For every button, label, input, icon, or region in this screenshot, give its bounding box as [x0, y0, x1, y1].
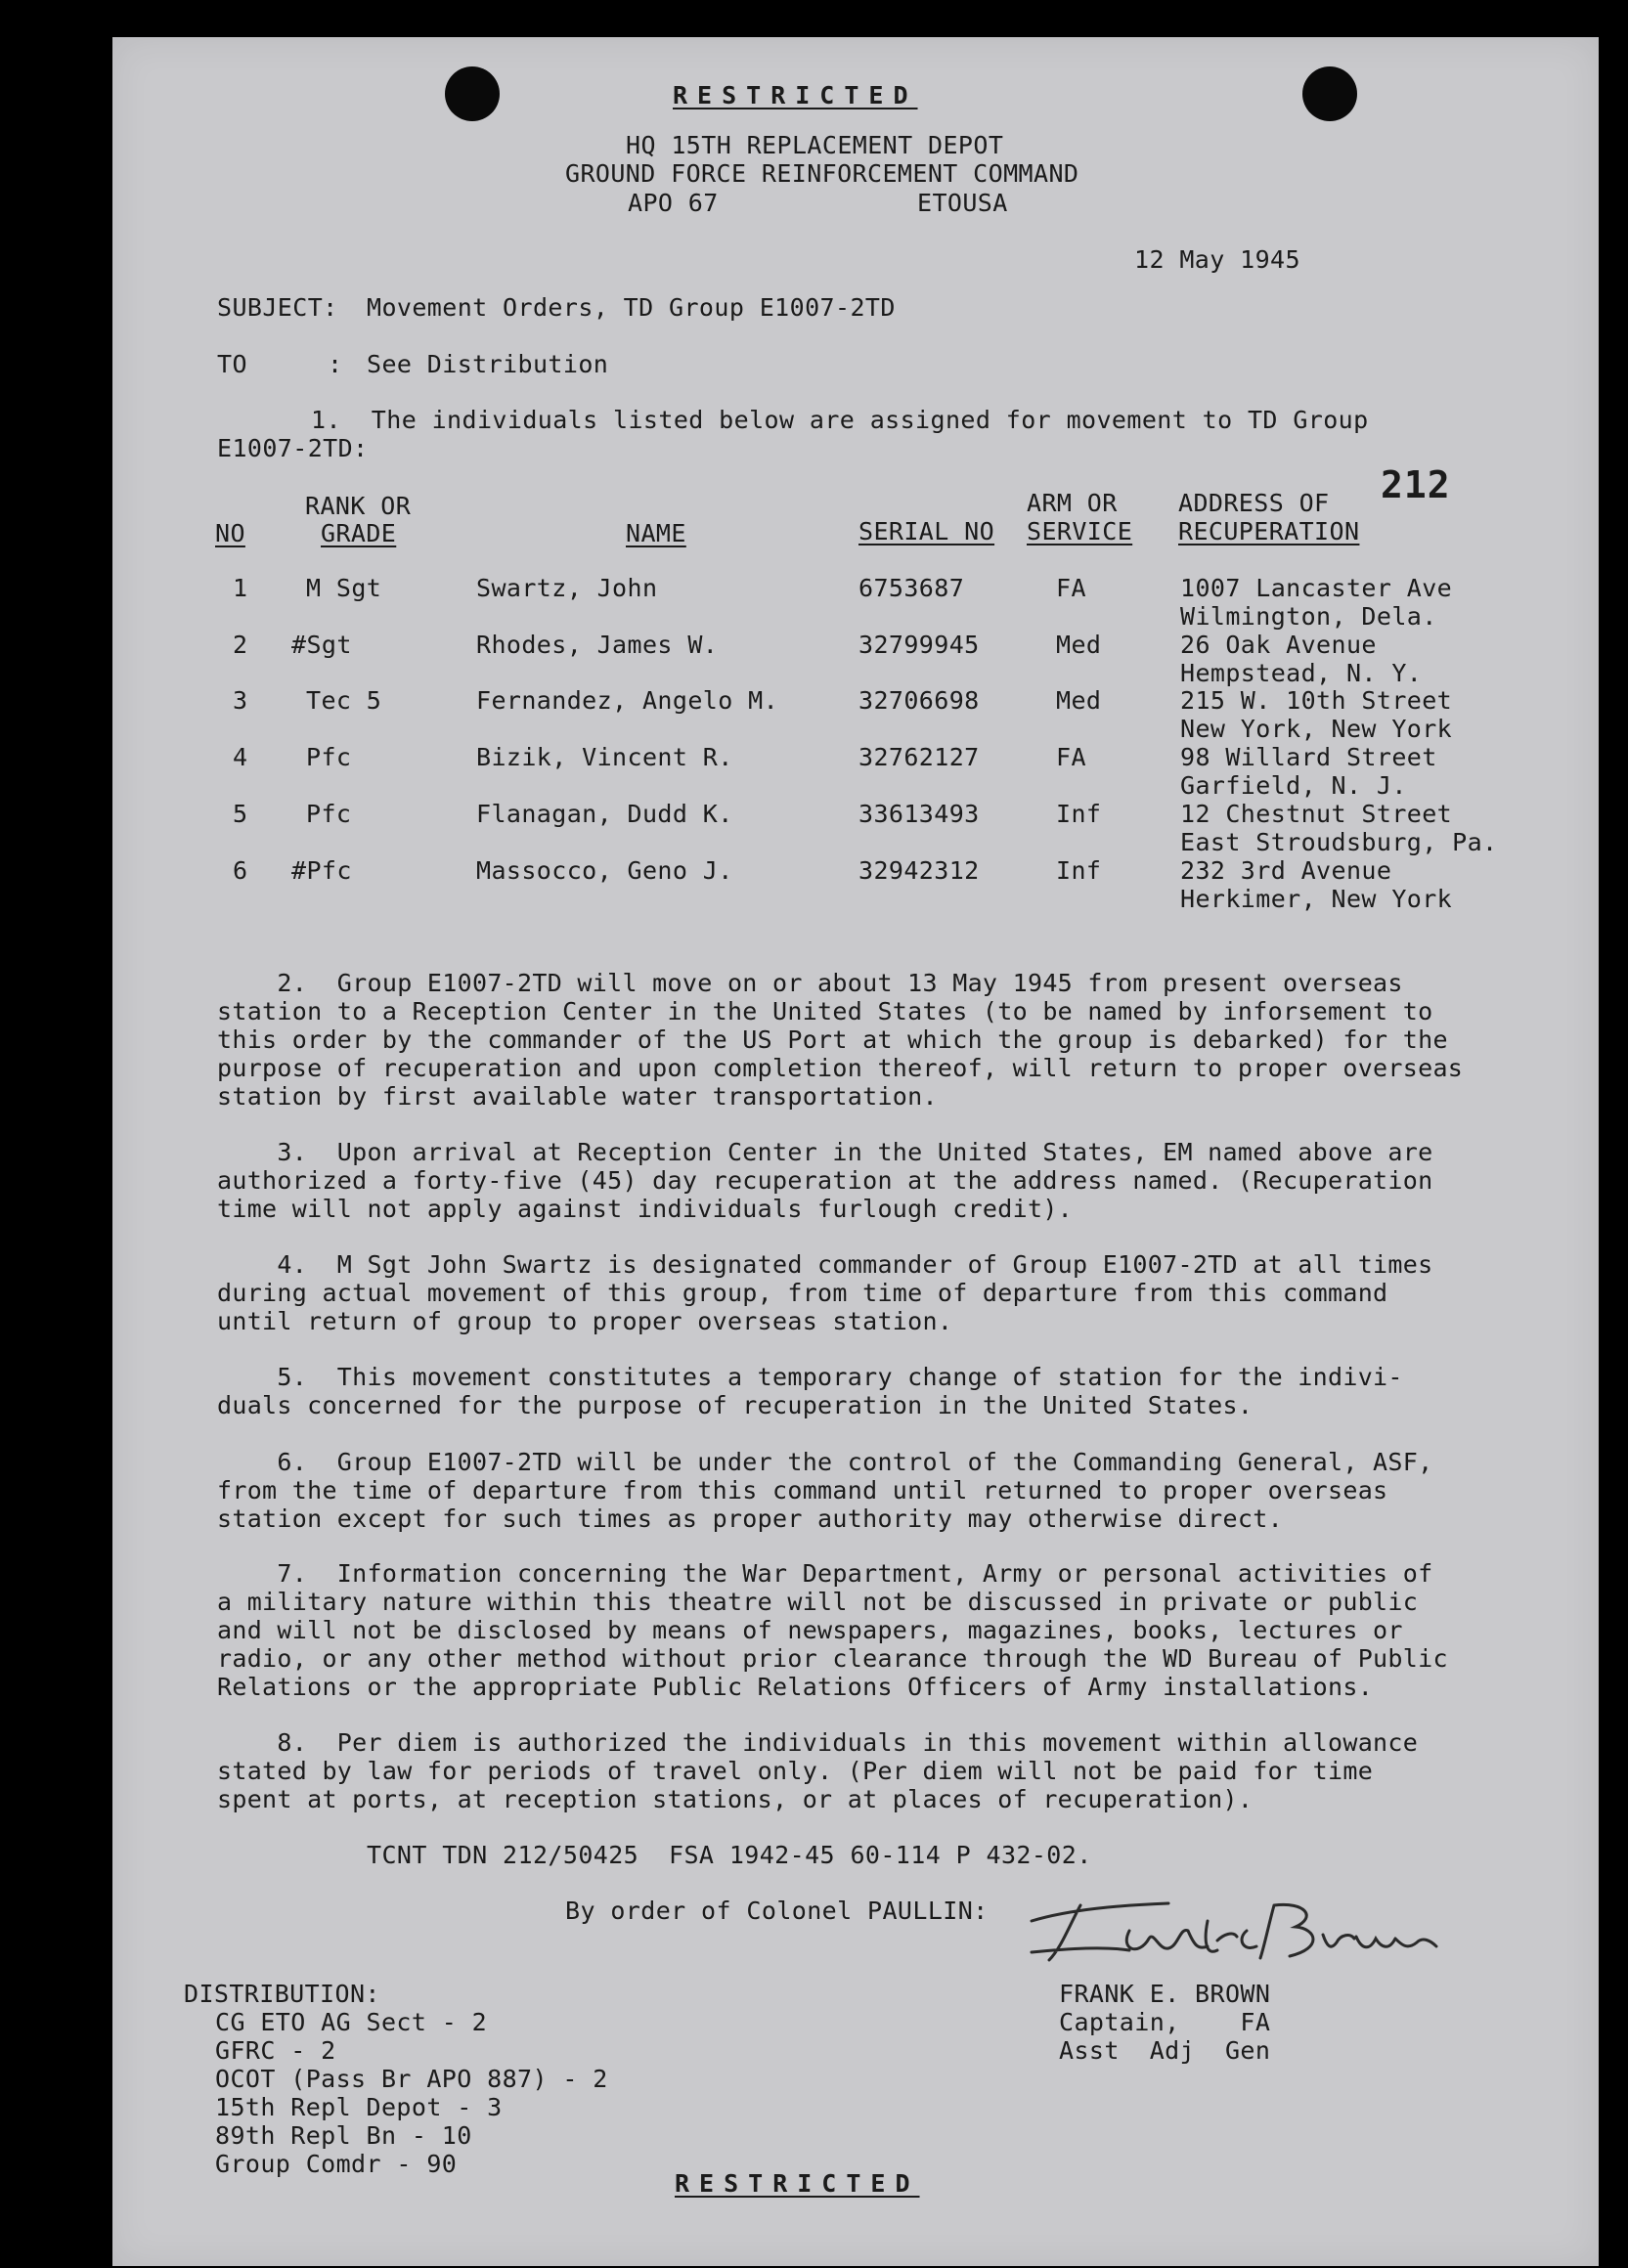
- paragraph-line: spent at ports, at reception stations, or at places of recuperation).: [217, 1785, 1254, 1813]
- signer-rank: Captain, FA: [1059, 2008, 1271, 2036]
- row-addr1: 215 W. 10th Street: [1180, 686, 1453, 715]
- header-line-1: HQ 15TH REPLACEMENT DEPOT: [626, 131, 1004, 159]
- para1-line2: E1007-2TD:: [217, 434, 369, 462]
- to-value: See Distribution: [367, 350, 609, 378]
- tcnt-line: TCNT TDN 212/50425 FSA 1942-45 60-114 P 432-02.: [367, 1841, 1092, 1869]
- row-arm: Med: [1056, 686, 1102, 715]
- page-number: 212: [1381, 463, 1451, 506]
- header-arm-bottom: SERVICE: [1027, 517, 1133, 545]
- row-rank: Tec 5: [306, 686, 382, 715]
- paragraph-line: stated by law for periods of travel only. (Per diem will not be paid for time: [217, 1757, 1374, 1785]
- row-name: Swartz, John: [476, 574, 658, 602]
- paragraph-line: radio, or any other method without prior clearance through the WD Bureau of Public: [217, 1644, 1448, 1673]
- row-no: 5: [233, 800, 248, 828]
- paragraph-line: purpose of recuperation and upon completion thereof, will return to proper overseas: [217, 1054, 1464, 1082]
- to-colon: :: [328, 350, 343, 378]
- row-addr1: 12 Chestnut Street: [1180, 800, 1453, 828]
- header-rank-top: RANK OR: [305, 492, 412, 520]
- paragraph-line: 7. Information concerning the War Department, Army or personal activities of: [217, 1559, 1433, 1588]
- row-addr2: Garfield, N. J.: [1180, 771, 1407, 800]
- distribution-item: CG ETO AG Sect - 2: [215, 2008, 488, 2036]
- row-addr1: 232 3rd Avenue: [1180, 856, 1392, 885]
- row-rank: Pfc: [306, 743, 352, 771]
- signer-name: FRANK E. BROWN: [1059, 1980, 1271, 2008]
- document-date: 12 May 1945: [1134, 245, 1300, 274]
- paragraph-line: a military nature within this theatre will not be discussed in private or public: [217, 1588, 1419, 1616]
- paragraph-line: Relations or the appropriate Public Relations Officers of Army installations.: [217, 1673, 1374, 1701]
- row-addr1: 98 Willard Street: [1180, 743, 1437, 771]
- paragraph-line: until return of group to proper overseas station.: [217, 1307, 953, 1335]
- row-no: 3: [233, 686, 248, 715]
- header-line-2: GROUND FORCE REINFORCEMENT COMMAND: [565, 159, 1079, 188]
- paragraph-6: [217, 1448, 1508, 1533]
- paragraph-line: during actual movement of this group, from time of departure from this command: [217, 1279, 1388, 1307]
- header-addr-bottom: RECUPERATION: [1178, 517, 1360, 545]
- header-serial: SERIAL NO: [858, 517, 995, 545]
- paragraph-line: 4. M Sgt John Swartz is designated commander of Group E1007-2TD at all times: [217, 1250, 1433, 1279]
- paragraph-5: [217, 1363, 1508, 1419]
- paragraph-line: 2. Group E1007-2TD will move on or about 13 May 1945 from present overseas: [217, 969, 1403, 997]
- subject-label: SUBJECT:: [217, 293, 338, 322]
- row-no: 1: [233, 574, 248, 602]
- paragraph-line: from the time of departure from this command until returned to proper overseas: [217, 1476, 1388, 1505]
- row-addr1: 1007 Lancaster Ave: [1180, 574, 1453, 602]
- row-arm: FA: [1056, 743, 1086, 771]
- paragraph-line: duals concerned for the purpose of recuperation in the United States.: [217, 1391, 1254, 1419]
- paragraph-line: station by first available water transportation.: [217, 1082, 938, 1111]
- row-name: Bizik, Vincent R.: [476, 743, 733, 771]
- row-serial: 32762127: [858, 743, 980, 771]
- row-arm: Inf: [1056, 856, 1102, 885]
- paragraph-8: [217, 1728, 1508, 1813]
- row-arm: Inf: [1056, 800, 1102, 828]
- row-addr2: Herkimer, New York: [1180, 885, 1453, 913]
- distribution-item: 15th Repl Depot - 3: [215, 2093, 503, 2121]
- distribution-label: DISTRIBUTION:: [184, 1980, 380, 2008]
- paragraph-line: this order by the commander of the US Port at which the group is debarked) for the: [217, 1025, 1448, 1054]
- paragraph-line: authorized a forty-five (45) day recuperation at the address named. (Recuperation: [217, 1166, 1433, 1195]
- paragraph-line: 3. Upon arrival at Reception Center in the United States, EM named above are: [217, 1138, 1433, 1166]
- paragraph-line: 5. This movement constitutes a temporary change of station for the indivi-: [217, 1363, 1403, 1391]
- row-serial: 32706698: [858, 686, 980, 715]
- row-arm: Med: [1056, 631, 1102, 659]
- row-rank: #Sgt: [291, 631, 352, 659]
- row-name: Fernandez, Angelo M.: [476, 686, 779, 715]
- header-addr-top: ADDRESS OF: [1178, 489, 1330, 517]
- paragraph-line: time will not apply against individuals furlough credit).: [217, 1195, 1074, 1223]
- row-addr2: East Stroudsburg, Pa.: [1180, 828, 1498, 856]
- para1-line1: 1. The individuals listed below are assigned for movement to TD Group: [311, 406, 1369, 434]
- restricted-bottom: RESTRICTED: [675, 2169, 920, 2198]
- by-order-line: By order of Colonel PAULLIN:: [565, 1897, 989, 1925]
- paragraph-line: station except for such times as proper authority may otherwise direct.: [217, 1505, 1283, 1533]
- row-serial: 32799945: [858, 631, 980, 659]
- row-name: Flanagan, Dudd K.: [476, 800, 733, 828]
- row-addr2: Hempstead, N. Y.: [1180, 659, 1423, 687]
- row-serial: 33613493: [858, 800, 980, 828]
- paragraph-line: 8. Per diem is authorized the individuals in this movement within allowance: [217, 1728, 1419, 1757]
- paragraph-4: [217, 1250, 1508, 1335]
- row-rank: M Sgt: [306, 574, 382, 602]
- row-no: 4: [233, 743, 248, 771]
- row-addr2: Wilmington, Dela.: [1180, 602, 1437, 631]
- subject-value: Movement Orders, TD Group E1007-2TD: [367, 293, 896, 322]
- paragraph-2: [217, 969, 1508, 1111]
- row-addr1: 26 Oak Avenue: [1180, 631, 1377, 659]
- header-etousa: ETOUSA: [917, 189, 1008, 217]
- header-apo: APO 67: [628, 189, 719, 217]
- punch-hole-right: [1302, 66, 1357, 121]
- row-name: Massocco, Geno J.: [476, 856, 733, 885]
- row-serial: 32942312: [858, 856, 980, 885]
- punch-hole-left: [445, 66, 500, 121]
- row-no: 2: [233, 631, 248, 659]
- paragraph-3: [217, 1138, 1508, 1223]
- distribution-item: GFRC - 2: [215, 2036, 336, 2065]
- distribution-item: OCOT (Pass Br APO 887) - 2: [215, 2065, 608, 2093]
- signer-title: Asst Adj Gen: [1059, 2036, 1271, 2065]
- header-rank-bottom: GRADE: [321, 519, 397, 547]
- paragraph-line: and will not be disclosed by means of newspapers, magazines, books, lectures or: [217, 1616, 1403, 1644]
- row-no: 6: [233, 856, 248, 885]
- header-name: NAME: [626, 519, 686, 547]
- restricted-top: RESTRICTED: [673, 81, 918, 109]
- handwritten-signature: [1012, 1892, 1442, 1974]
- header-no: NO: [215, 519, 245, 547]
- row-rank: Pfc: [306, 800, 352, 828]
- paragraph-line: 6. Group E1007-2TD will be under the control of the Commanding General, ASF,: [217, 1448, 1433, 1476]
- header-arm-top: ARM OR: [1027, 489, 1118, 517]
- paragraph-line: station to a Reception Center in the United States (to be named by inforsement to: [217, 997, 1433, 1025]
- row-rank: #Pfc: [291, 856, 352, 885]
- row-serial: 6753687: [858, 574, 965, 602]
- to-label: TO: [217, 350, 247, 378]
- row-name: Rhodes, James W.: [476, 631, 719, 659]
- row-arm: FA: [1056, 574, 1086, 602]
- row-addr2: New York, New York: [1180, 715, 1453, 743]
- distribution-item: Group Comdr - 90: [215, 2150, 458, 2178]
- paragraph-7: [217, 1559, 1508, 1701]
- distribution-item: 89th Repl Bn - 10: [215, 2121, 472, 2150]
